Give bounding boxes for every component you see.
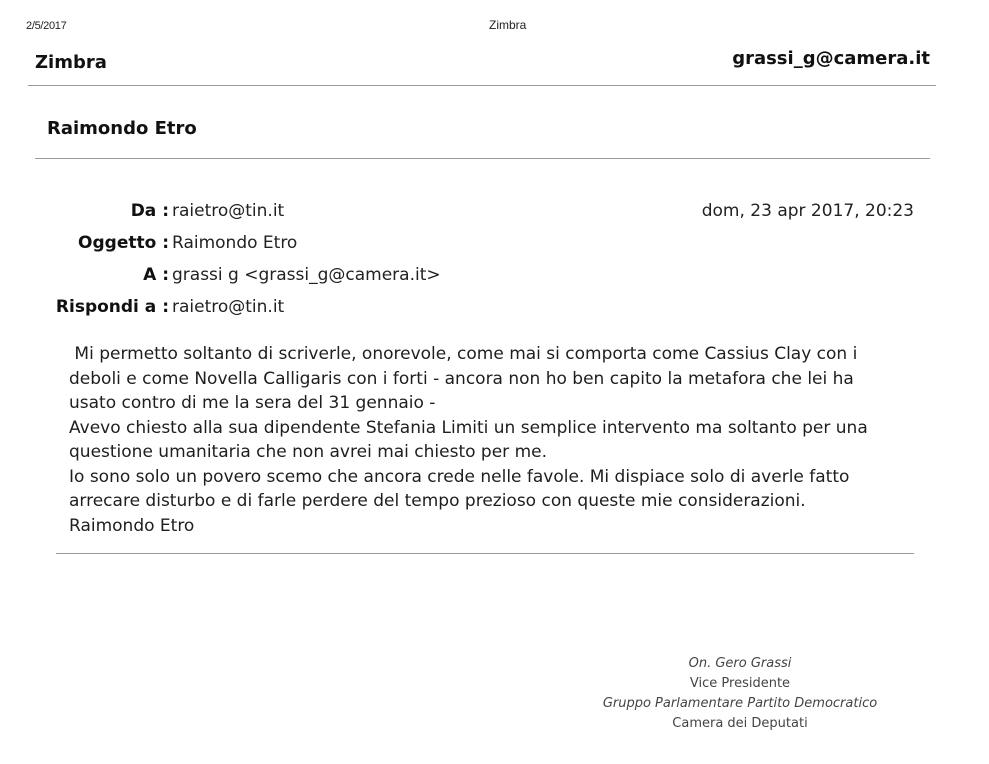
body-line: Raimondo Etro	[69, 515, 195, 536]
from-label: Da :	[130, 201, 169, 221]
header-to-row	[0, 263, 989, 287]
stamp-chamber: Camera dei Deputati	[672, 716, 808, 731]
message-subject-heading: Raimondo Etro	[47, 118, 197, 139]
stamp-name: On. Gero Grassi	[688, 656, 792, 671]
message-date: dom, 23 apr 2017, 20:23	[701, 201, 914, 221]
app-name: Zimbra	[35, 52, 107, 73]
subject-value: Raimondo Etro	[172, 233, 298, 253]
to-label: A :	[143, 265, 169, 285]
divider	[56, 553, 914, 554]
subject-label: Oggetto :	[78, 233, 169, 253]
header-reply-to-row	[0, 295, 989, 319]
reply-to-value: raietro@tin.it	[172, 297, 285, 317]
body-line: arrecare disturbo e di farle perdere del tempo prezioso con queste mie considerazioni.	[69, 491, 806, 511]
official-stamp	[560, 654, 920, 734]
print-date: 2/5/2017	[26, 20, 67, 32]
body-line: usato contro di me la sera del 31 gennaio -	[69, 393, 436, 413]
from-value: raietro@tin.it	[172, 201, 285, 221]
body-line: deboli e come Novella Calligaris con i forti - ancora non ho ben capito la metafora che lei ha	[69, 368, 854, 389]
body-line: Io sono solo un povero scemo che ancora crede nelle favole. Mi dispiace solo di averle fatto	[69, 466, 850, 487]
reply-to-label: Rispondi a :	[55, 297, 169, 317]
to-value: grassi g <grassi_g@camera.it>	[172, 265, 441, 285]
print-title: Zimbra	[489, 18, 527, 32]
body-line: questione umanitaria che non avrei mai chiesto per me.	[69, 442, 547, 462]
divider	[35, 158, 930, 159]
header-subject-row	[0, 231, 989, 255]
body-line: Mi permetto soltanto di scriverle, onorevole, come mai si comporta come Cassius Clay con i	[69, 344, 858, 364]
divider	[28, 85, 936, 86]
stamp-role: Vice Presidente	[689, 676, 791, 691]
stamp-group: Gruppo Parlamentare Partito Democratico	[602, 696, 878, 711]
body-line: Avevo chiesto alla sua dipendente Stefania Limiti un semplice intervento ma soltanto per una	[69, 417, 868, 438]
account-email: grassi_g@camera.it	[732, 48, 930, 69]
message-body	[69, 342, 919, 538]
